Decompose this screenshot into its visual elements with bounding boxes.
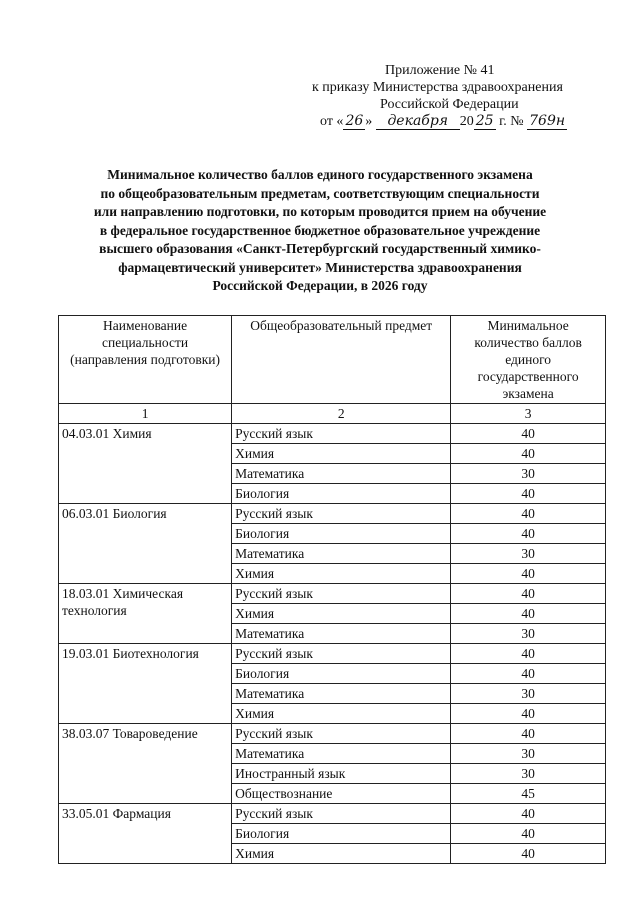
subject-cell: Русский язык <box>232 584 451 604</box>
subject-cell: Биология <box>232 524 451 544</box>
table-row <box>59 504 606 524</box>
subject-cell: Химия <box>232 444 451 464</box>
score-cell: 40 <box>451 564 606 584</box>
subject-cell: Химия <box>232 844 451 864</box>
table-row <box>59 804 606 824</box>
subject-cell: Математика <box>232 544 451 564</box>
ministry-name: Российской Федерации <box>380 97 519 112</box>
subject-cell: Математика <box>232 624 451 644</box>
subject-cell: Русский язык <box>232 804 451 824</box>
score-cell: 40 <box>451 584 606 604</box>
order-reference: к приказу Министерства здравоохранения <box>312 80 563 95</box>
score-cell: 40 <box>451 664 606 684</box>
table-row <box>59 724 606 744</box>
date-prefix: от « <box>320 114 344 129</box>
subject-cell: Химия <box>232 704 451 724</box>
score-cell: 40 <box>451 644 606 664</box>
subject-cell: Русский язык <box>232 644 451 664</box>
appendix-header <box>300 62 600 130</box>
score-cell: 40 <box>451 524 606 544</box>
table-row <box>59 584 606 604</box>
specialty-cell: 38.03.07 Товароведение <box>59 724 232 804</box>
subject-cell: Математика <box>232 744 451 764</box>
year-suffix: 25 <box>475 113 494 129</box>
title-line: фармацевтический университет» Министерства здравоохранения <box>118 259 522 275</box>
subject-cell: Математика <box>232 464 451 484</box>
specialty-cell: 33.05.01 Фармация <box>59 804 232 864</box>
scores-table <box>58 315 606 864</box>
header-specialty: Наименование специальности (направления подготовки) <box>59 316 232 404</box>
score-cell: 40 <box>451 804 606 824</box>
title-line: в федеральное государственное бюджетное образовательное учреждение <box>99 222 541 238</box>
specialty-cell: 06.03.01 Биология <box>59 504 232 584</box>
subject-cell: Русский язык <box>232 724 451 744</box>
subject-cell: Русский язык <box>232 504 451 524</box>
score-cell: 40 <box>451 484 606 504</box>
document-title <box>60 166 580 296</box>
date-day: 26 <box>345 113 364 129</box>
score-cell: 30 <box>451 624 606 644</box>
score-cell: 40 <box>451 444 606 464</box>
score-cell: 30 <box>451 744 606 764</box>
header-min-score: Минимальное количество баллов единого государственного экзамена <box>451 316 606 404</box>
specialty-cell: 18.03.01 Химическая технология <box>59 584 232 644</box>
score-cell: 40 <box>451 724 606 744</box>
column-numbers-row <box>59 404 606 424</box>
appendix-number: Приложение № 41 <box>385 63 495 78</box>
subject-cell: Обществознание <box>232 784 451 804</box>
score-cell: 40 <box>451 424 606 444</box>
title-line: или направлению подготовки, по которым проводится прием на обучение <box>93 204 547 219</box>
column-number: 2 <box>232 404 451 424</box>
subject-cell: Биология <box>232 824 451 844</box>
score-cell: 45 <box>451 784 606 804</box>
subject-cell: Биология <box>232 664 451 684</box>
subject-cell: Математика <box>232 684 451 704</box>
table-row <box>59 644 606 664</box>
subject-cell: Русский язык <box>232 424 451 444</box>
number-label: г. № <box>499 114 524 129</box>
score-cell: 40 <box>451 604 606 624</box>
order-date-line <box>300 113 600 130</box>
column-number: 3 <box>451 404 606 424</box>
specialty-cell: 04.03.01 Химия <box>59 424 232 504</box>
title-line: Российской Федерации, в 2026 году <box>212 278 428 293</box>
subject-cell: Биология <box>232 484 451 504</box>
subject-cell: Иностранный язык <box>232 764 451 784</box>
subject-cell: Химия <box>232 564 451 584</box>
score-cell: 30 <box>451 464 606 484</box>
score-cell: 30 <box>451 764 606 784</box>
year-prefix: 20 <box>459 114 474 129</box>
title-line: по общеобразовательным предметам, соответствующим специальности <box>100 185 540 201</box>
score-cell: 40 <box>451 504 606 524</box>
score-cell: 30 <box>451 684 606 704</box>
order-number: 769н <box>529 113 566 129</box>
specialty-cell: 19.03.01 Биотехнология <box>59 644 232 724</box>
title-line: Минимальное количество баллов единого государственного экзамена <box>107 167 533 182</box>
column-number: 1 <box>59 404 232 424</box>
header-subject: Общеобразовательный предмет <box>232 316 451 404</box>
date-quote: » <box>365 114 373 129</box>
title-line: высшего образования «Санкт-Петербургский государственный химико- <box>99 241 541 256</box>
table-row <box>59 424 606 444</box>
table-header-row <box>59 316 606 404</box>
score-cell: 30 <box>451 544 606 564</box>
score-cell: 40 <box>451 844 606 864</box>
score-cell: 40 <box>451 824 606 844</box>
score-cell: 40 <box>451 704 606 724</box>
subject-cell: Химия <box>232 604 451 624</box>
date-month: декабря <box>376 114 460 130</box>
